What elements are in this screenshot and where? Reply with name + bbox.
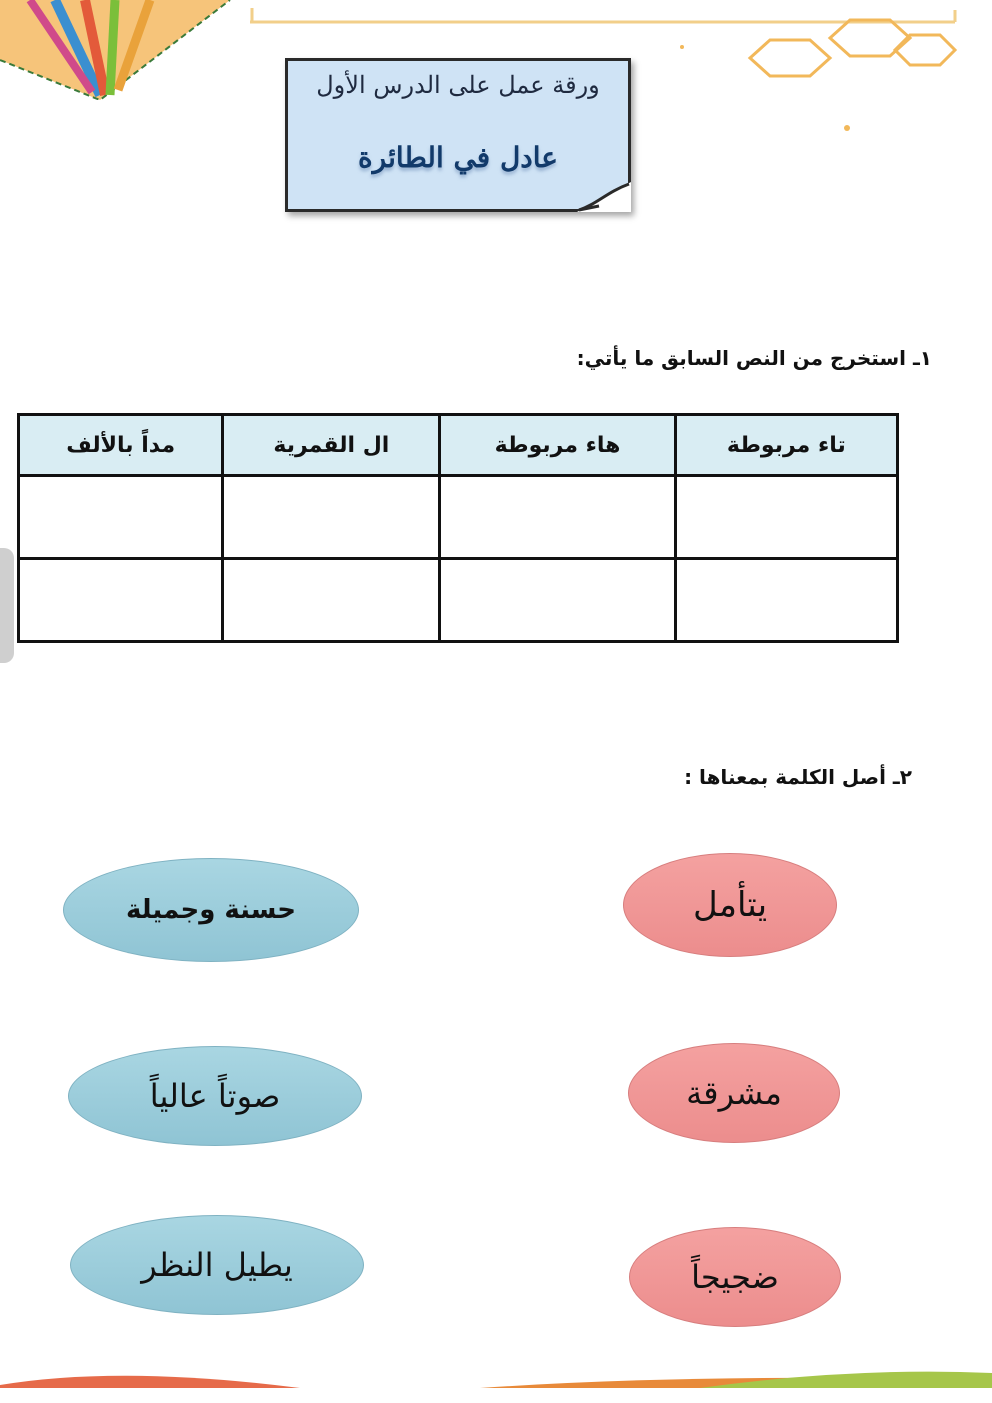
table-row [19,476,898,559]
answer-cell[interactable] [19,476,223,559]
answer-cell[interactable] [675,476,897,559]
word-oval-2[interactable]: مشرقة [628,1043,840,1143]
title-card [285,58,631,212]
header-haa-marbuta: هاء مربوطة [440,415,675,476]
header-al-qamariya: ال القمرية [223,415,440,476]
side-tab-decoration [0,548,14,663]
header-taa-marbuta: تاء مربوطة [675,415,897,476]
worksheet-title: ورقة عمل على الدرس الأول [316,71,600,99]
meaning-oval-1[interactable]: حسنة وجميلة [63,858,359,962]
word-oval-3[interactable]: ضجيجاً [629,1227,841,1327]
answer-cell[interactable] [223,559,440,642]
question-1-title: ١ـ استخرج من النص السابق ما يأتي: [576,346,932,370]
bottom-border-decoration [0,1355,992,1403]
lesson-title: عادل في الطائرة [358,141,558,174]
word-oval-1[interactable]: يتأمل [623,853,837,957]
table-header-row [19,415,898,476]
question-2-title: ٢ـ أصل الكلمة بمعناها : [684,765,912,789]
meaning-oval-2[interactable]: صوتاً عالياً [68,1046,362,1146]
meaning-oval-3[interactable]: يطيل النظر [70,1215,364,1315]
answer-cell[interactable] [440,559,675,642]
pencils-corner-decoration [0,0,240,100]
answer-cell[interactable] [223,476,440,559]
extraction-table [17,413,899,643]
page-curl-icon [577,182,631,212]
answer-cell[interactable] [19,559,223,642]
table-row [19,559,898,642]
answer-cell[interactable] [440,476,675,559]
header-madd-alif: مداً بالألف [19,415,223,476]
answer-cell[interactable] [675,559,897,642]
